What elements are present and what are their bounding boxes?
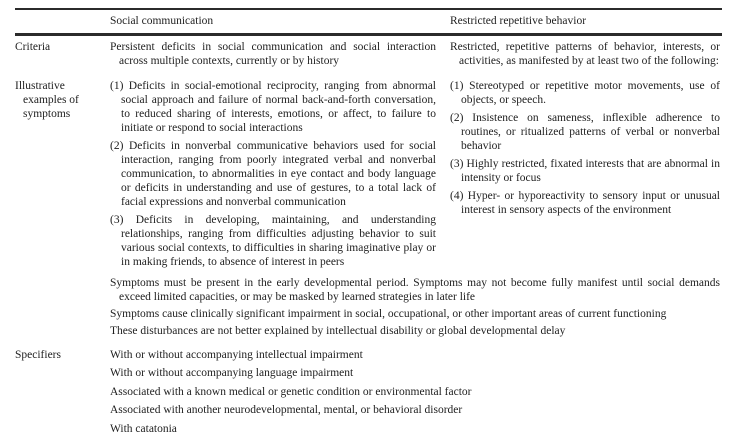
header-empty-cell [15,10,110,19]
social-item-2: (2) Deficits in nonverbal communicative behaviors used for social interaction, ranging from poorly integrated verbal and nonverbal communication, to abnormalities in eye contact and body language or deficits in understanding and use of gestures, to a total lack of facial expressions and nonverbal communication [110,139,436,208]
specifiers-row [15,348,722,441]
table-body [15,36,722,441]
row-label-illustrative-examples: Illustrative examples of symptoms [15,79,79,120]
illustrative-examples-row [15,79,722,269]
criteria-restricted-behavior-text: Restricted, repetitive patterns of behavior, interests, or activities, as manifested by at least two of the following: [450,40,720,67]
social-item-1: (1) Deficits in social-emotional reciprocity, ranging from abnormal social approach and failure of normal back-and-forth conversation, to reduced sharing of interests, emotions, or affect, to failure to initiate or respond to social interactions [110,79,436,134]
note-not-better-explained: These disturbances are not better explained by intellectual disability or global developmental delay [110,324,566,337]
social-communication-items [110,79,450,269]
symptom-notes-rows [15,276,722,341]
specifier-neurodevelopmental-disorder: Associated with another neurodevelopmental, mental, or behavioral disorder [110,404,463,416]
note-clinical-impairment: Symptoms cause clinically significant impairment in social, occupational, or other important areas of current functioning [110,307,667,320]
symptom-notes [110,276,722,341]
column-header-social-communication: Social communication [110,15,214,27]
social-item-3: (3) Deficits in developing, maintaining, and understanding relationships, ranging from difficulties adjusting behavior to suit various social contexts, to difficulties in sharing imaginative play or in making friends, to absence of interest in peers [110,213,436,268]
note-developmental-period: Symptoms must be present in the early developmental period. Symptoms may not become fully manifest until social demands exceed limited capacities, or may be masked by learned strategies in later life [110,276,720,303]
criteria-row [15,40,722,68]
specifier-language-impairment: With or without accompanying language impairment [110,367,354,379]
column-header-restricted-repetitive-behavior: Restricted repetitive behavior [450,15,587,27]
row-label-specifiers: Specifiers [15,348,61,361]
restricted-item-1: (1) Stereotyped or repetitive motor movements, use of objects, or speech. [450,79,720,106]
restricted-behavior-items [450,79,722,217]
criteria-social-communication-text: Persistent deficits in social communication and social interaction across multiple contexts, currently or by history [110,40,436,67]
specifier-intellectual-impairment: With or without accompanying intellectual impairment [110,348,363,361]
specifiers-list [110,348,722,441]
restricted-item-4: (4) Hyper- or hyporeactivity to sensory input or unusual interest in sensory aspects of the environment [450,189,720,216]
table-header-row [15,10,722,33]
restricted-item-3: (3) Highly restricted, fixated interests that are abnormal in intensity or focus [450,157,720,184]
row-label-criteria: Criteria [15,40,51,53]
specifier-catatonia: With catatonia [110,422,177,435]
specifier-medical-genetic-condition: Associated with a known medical or genetic condition or environmental factor [110,385,472,398]
restricted-item-2: (2) Insistence on sameness, inflexible adherence to routines, or ritualized patterns of verbal or nonverbal behavior [450,111,720,152]
